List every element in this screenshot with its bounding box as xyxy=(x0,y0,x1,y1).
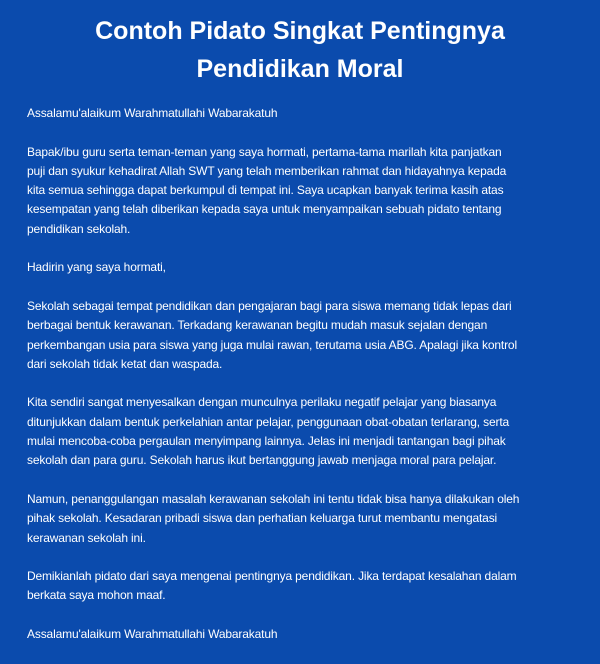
text-line: ditunjukkan dalam bentuk perkelahian antar pelajar, penggunaan obat-obatan terlarang, serta xyxy=(27,414,510,429)
speech-body xyxy=(27,104,583,664)
title-line: Pendidikan Moral xyxy=(196,55,404,83)
paragraph xyxy=(27,258,583,277)
text-line: perkembangan usia para siswa yang juga mulai rawan, terutama usia ABG. Apalagi jika kontrol xyxy=(27,337,517,352)
text-line: pendidikan sekolah. xyxy=(27,221,131,236)
text-line: Bapak/ibu guru serta teman-teman yang saya hormati, pertama-tama marilah kita panjatkan xyxy=(27,144,502,159)
paragraph xyxy=(27,625,583,644)
text-line: Assalamu'alaikum Warahmatullahi Wabarakatuh xyxy=(27,627,278,642)
text-line: berkata saya mohon maaf. xyxy=(27,588,166,603)
text-line: kerawanan sekolah ini. xyxy=(27,530,146,545)
text-line: berbagai bentuk kerawanan. Terkadang kerawanan begitu mudah masuk sejalan dengan xyxy=(27,318,488,333)
text-line: kesempatan yang telah diberikan kepada saya untuk menyampaikan sebuah pidato tentang xyxy=(27,202,502,217)
text-line: Assalamu'alaikum Warahmatullahi Wabarakatuh xyxy=(27,106,278,120)
text-line: Sekolah sebagai tempat pendidikan dan pengajaran bagi para siswa memang tidak lepas dari xyxy=(27,298,512,313)
title-line: Contoh Pidato Singkat Pentingnya xyxy=(95,17,505,45)
text-line: pihak sekolah. Kesadaran pribadi siswa dan perhatian keluarga turut membantu mengatasi xyxy=(27,511,498,526)
text-line: Demikianlah pidato dari saya mengenai pentingnya pendidikan. Jika terdapat kesalahan dalam xyxy=(27,569,517,584)
paragraph xyxy=(27,393,583,470)
text-line: puji dan syukur kehadirat Allah SWT yang telah memberikan rahmat dan hidayahnya kepada xyxy=(27,163,507,178)
text-line: dari sekolah tidak ketat dan waspada. xyxy=(27,356,223,371)
text-line: Kita sendiri sangat menyesalkan dengan munculnya perilaku negatif pelajar yang biasanya xyxy=(27,395,497,410)
text-line: Namun, penanggulangan masalah kerawanan sekolah ini tentu tidak bisa hanya dilakukan oleh xyxy=(27,491,520,506)
text-line: mulai mencoba-coba pergaulan menyimpang lainnya. Jelas ini menjadi tantangan bagi pihak xyxy=(27,434,506,449)
text-line: kita semua sehingga dapat berkumpul di tempat ini. Saya ucapkan banyak terima kasih atas xyxy=(27,183,504,198)
page-title xyxy=(0,12,600,88)
paragraph xyxy=(27,490,583,548)
paragraph xyxy=(27,297,583,374)
paragraph xyxy=(27,143,583,239)
text-line: sekolah dan para guru. Sekolah harus ikut bertanggung jawab menjaga moral para pelajar. xyxy=(27,453,497,468)
text-line: Hadirin yang saya hormati, xyxy=(27,260,166,275)
paragraph xyxy=(27,104,583,123)
